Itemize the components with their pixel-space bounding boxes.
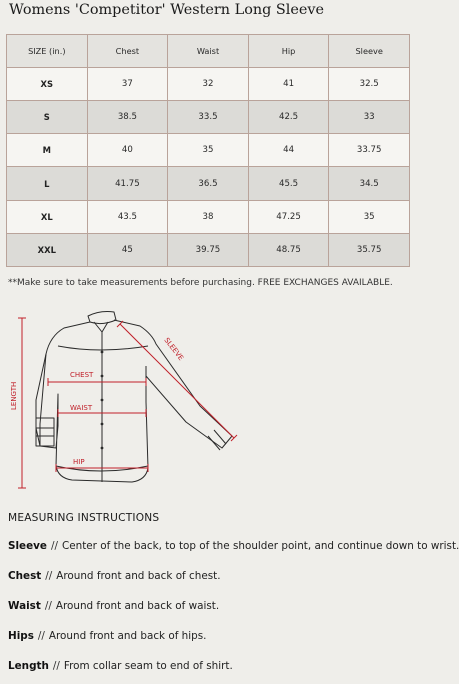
- instruction-text: Around front and back of hips.: [48, 630, 207, 642]
- instruction-hips: [8, 630, 206, 642]
- instruction-length: [8, 660, 233, 672]
- waist-cell: 39.75: [168, 233, 249, 266]
- instruction-separator: //: [52, 660, 60, 672]
- chest-cell: 37: [87, 68, 168, 101]
- instructions-heading: MEASURING INSTRUCTIONS: [8, 512, 160, 524]
- purchase-note: **Make sure to take measurements before purchasing. FREE EXCHANGES AVAILABLE.: [8, 278, 393, 288]
- instruction-waist: [8, 600, 219, 612]
- length-measure-line: [18, 318, 26, 488]
- sleeve-cell: 34.5: [329, 167, 410, 200]
- length-label: LENGTH: [10, 381, 18, 410]
- instruction-chest: [8, 570, 221, 582]
- sleeve-measure-line: [117, 321, 237, 441]
- instruction-separator: //: [45, 570, 53, 582]
- shirt-measurement-diagram: [0, 306, 250, 496]
- size-chart-table: [6, 34, 410, 267]
- sleeve-label: SLEEVE: [162, 336, 185, 363]
- instruction-separator: //: [50, 540, 58, 552]
- sleeve-cell: 33.75: [329, 134, 410, 167]
- hip-cell: 47.25: [248, 200, 329, 233]
- size-cell: L: [7, 167, 88, 200]
- waist-cell: 36.5: [168, 167, 249, 200]
- chest-cell: 38.5: [87, 101, 168, 134]
- sleeve-cell: 35: [329, 200, 410, 233]
- table-row: [7, 101, 410, 134]
- sleeve-cell: 32.5: [329, 68, 410, 101]
- hip-cell: 48.75: [248, 233, 329, 266]
- size-cell: S: [7, 101, 88, 134]
- table-row: [7, 233, 410, 266]
- chest-cell: 40: [87, 134, 168, 167]
- instruction-term: Hips: [8, 630, 34, 642]
- instruction-text: Around front and back of waist.: [55, 600, 220, 612]
- hip-label: HIP: [73, 458, 85, 466]
- instruction-term: Chest: [8, 570, 42, 582]
- chest-cell: 41.75: [87, 167, 168, 200]
- instruction-text: Center of the back, to top of the shoulder point, and continue down to wrist.: [61, 540, 459, 552]
- waist-cell: 38: [168, 200, 249, 233]
- table-row: [7, 68, 410, 101]
- instruction-separator: //: [37, 630, 45, 642]
- instruction-sleeve: [8, 540, 459, 552]
- instruction-term: Length: [8, 660, 49, 672]
- header-size: SIZE (in.): [7, 35, 88, 68]
- header-sleeve: Sleeve: [329, 35, 410, 68]
- sleeve-cell: 35.75: [329, 233, 410, 266]
- table-header-row: [7, 35, 410, 68]
- table-row: [7, 134, 410, 167]
- header-waist: Waist: [168, 35, 249, 68]
- instruction-text: Around front and back of chest.: [56, 570, 221, 582]
- chest-cell: 45: [87, 233, 168, 266]
- chest-cell: 43.5: [87, 200, 168, 233]
- hip-cell: 42.5: [248, 101, 329, 134]
- waist-cell: 35: [168, 134, 249, 167]
- hip-cell: 45.5: [248, 167, 329, 200]
- hip-cell: 41: [248, 68, 329, 101]
- header-chest: Chest: [87, 35, 168, 68]
- header-hip: Hip: [248, 35, 329, 68]
- waist-cell: 32: [168, 68, 249, 101]
- table-row: [7, 167, 410, 200]
- size-cell: XL: [7, 200, 88, 233]
- waist-cell: 33.5: [168, 101, 249, 134]
- size-cell: XS: [7, 68, 88, 101]
- instruction-separator: //: [44, 600, 52, 612]
- instruction-text: From collar seam to end of shirt.: [63, 660, 233, 672]
- shirt-outline-icon: [36, 312, 232, 483]
- sleeve-cell: 33: [329, 101, 410, 134]
- instruction-term: Waist: [8, 600, 41, 612]
- hip-cell: 44: [248, 134, 329, 167]
- size-cell: XXL: [7, 233, 88, 266]
- size-cell: M: [7, 134, 88, 167]
- table-row: [7, 200, 410, 233]
- waist-label: WAIST: [70, 404, 93, 412]
- chest-measure-line: [48, 378, 146, 386]
- page-title: Womens 'Competitor' Western Long Sleeve: [9, 2, 325, 18]
- instruction-term: Sleeve: [8, 540, 47, 552]
- chest-label: CHEST: [70, 371, 94, 379]
